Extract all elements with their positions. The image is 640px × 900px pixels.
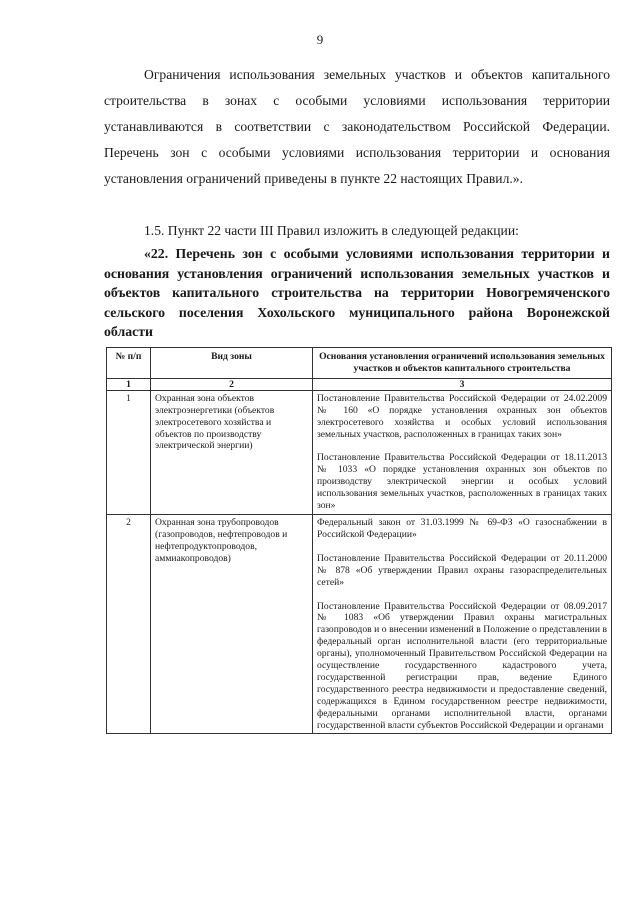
column-number: 3 <box>313 378 612 390</box>
section-heading <box>104 244 610 342</box>
clause-text: 1.5. Пункт 22 части III Правил изложить в следующей редакции: <box>144 223 519 238</box>
section-heading-text: «22. Перечень зон с особыми условиями использования территории и основания установления ограничений использования земельных участков и объектов капитального строительства на территории Новогремяченского сельского поселения Хохольского муниципального района Воронежской области <box>104 246 610 339</box>
basis-cell <box>313 514 612 734</box>
restrictions-paragraph <box>104 62 610 192</box>
zone-type-cell: Охранная зона трубопроводов (газопроводов, нефтепроводов и нефтепродуктопроводов, аммиакопроводов) <box>151 514 313 734</box>
table-header-row <box>107 348 612 379</box>
zones-table <box>106 347 612 734</box>
legal-document: Постановление Правительства Российской Федерации от 18.11.2013 № 1033 «О порядке установления охранных зон объектов по производству электрической энергии и особых условий использования земельных участков, расположенных в границах таких зон» <box>317 452 607 512</box>
zone-type-cell: Охранная зона объектов электроэнергетики (объектов электросетевого хозяйства и объектов по производству электрической энергии) <box>151 390 313 514</box>
row-number: 2 <box>107 514 151 734</box>
column-number: 2 <box>151 378 313 390</box>
column-number-row <box>107 378 612 390</box>
header-basis: Основания установления ограничений использования земельных участков и объектов капитального строительства <box>313 348 612 379</box>
column-number: 1 <box>107 378 151 390</box>
table-row <box>107 514 612 734</box>
row-number: 1 <box>107 390 151 514</box>
basis-cell <box>313 390 612 514</box>
legal-document: Постановление Правительства Российской Федерации от 24.02.2009 № 160 «О порядке установления охранных зон объектов электросетевого хозяйства и особых условий использования земельных участков, расположенных в границах таких зон» <box>317 392 607 440</box>
clause-paragraph <box>104 218 610 244</box>
header-zone-type: Вид зоны <box>151 348 313 379</box>
page-number: 9 <box>316 32 324 47</box>
legal-document: Федеральный закон от 31.03.1999 № 69-ФЗ «О газоснабжении в Российской Федерации» <box>317 516 607 540</box>
restrictions-text: Ограничения использования земельных участков и объектов капитального строительства в зонах с особыми условиями использования территории устанавливаются в соответствии с законодательством Российской Федерации. Перечень зон с особыми условиями использования территории и основания установления ограничений приведены в пункте 22 настоящих Правил.». <box>104 67 610 186</box>
legal-document: Постановление Правительства Российской Федерации от 08.09.2017 № 1083 «Об утверждении Правил охраны магистральных газопроводов и о внесении изменений в Положение о представлении в федеральный орган исполнительной власти (его территориальные органы), уполномоченный Правительством Российской Федерации на осуществление государственного кадастрового учета, государственной регистрации прав, ведение Единого государственного реестра недвижимости и предоставление сведений, содержащихся в Едином государственном реестре недвижимости, федеральными органами исполнительной власти, органами государственной власти субъектов Российской Федерации и органами <box>317 600 607 731</box>
legal-document: Постановление Правительства Российской Федерации от 20.11.2000 № 878 «Об утверждении Правил охраны газораспределительных сетей» <box>317 552 607 588</box>
header-number: № п/п <box>107 348 151 379</box>
table-row <box>107 390 612 514</box>
